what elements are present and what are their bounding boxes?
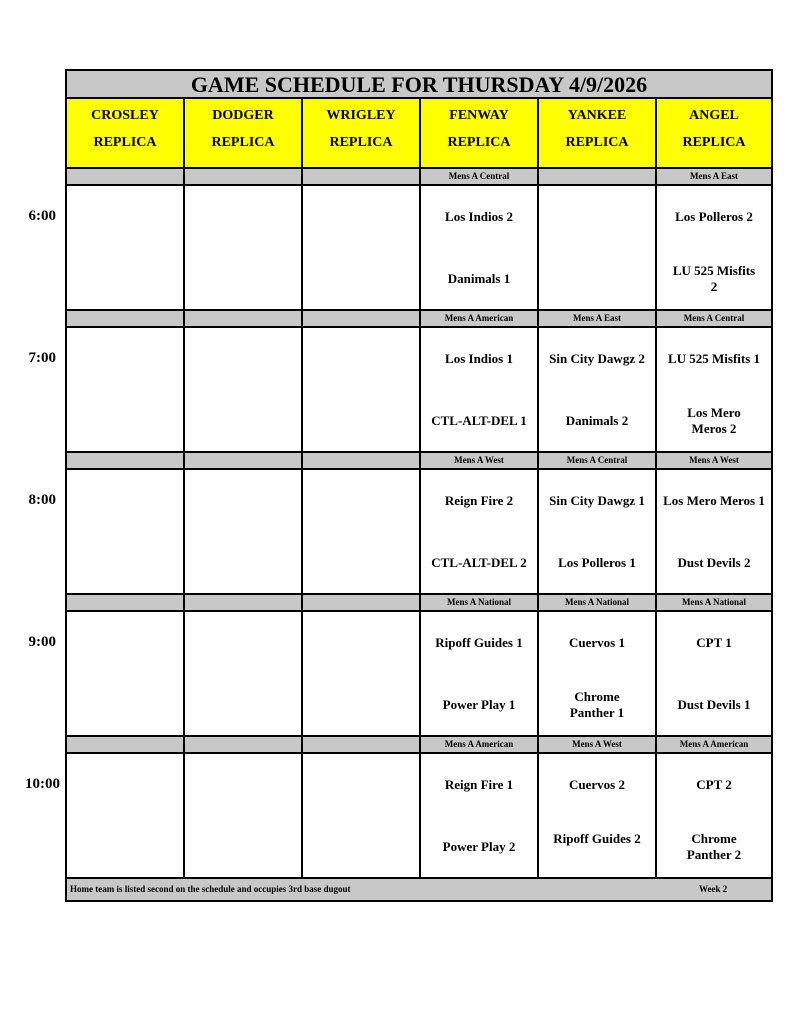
away-team: Cuervos 2: [569, 777, 625, 792]
schedule-table: [65, 69, 773, 902]
home-team: Chrome Panther 2: [686, 831, 742, 862]
home-team: Ripoff Guides 2: [553, 831, 641, 846]
home-team: CTL-ALT-DEL 2: [431, 555, 527, 570]
game-cell: [185, 754, 303, 879]
field-name: CROSLEY: [91, 108, 159, 123]
field-subtitle: REPLICA: [682, 135, 746, 150]
away-team: Los Indios 1: [445, 351, 513, 366]
field-name: ANGEL: [689, 108, 739, 123]
division-band: Mens A Central: [421, 169, 539, 186]
division-band: [303, 737, 421, 754]
division-band: Mens A National: [539, 595, 657, 612]
home-team: Chrome Panther 1: [569, 689, 625, 720]
field-header-2: [185, 99, 303, 169]
home-team: Los Polleros 1: [558, 555, 636, 570]
away-team: LU 525 Misfits 1: [667, 351, 761, 366]
game-cell: [421, 328, 539, 453]
game-cell: [421, 186, 539, 311]
away-team: CPT 2: [696, 777, 732, 792]
game-cell: [539, 754, 657, 879]
game-cell: [67, 612, 185, 737]
away-team: Los Indios 2: [445, 209, 513, 224]
division-band: [67, 169, 185, 186]
division-band: [303, 453, 421, 470]
home-team: Danimals 2: [565, 413, 629, 428]
home-team: LU 525 Misfits 2: [672, 263, 756, 294]
away-team: Los Mero Meros 1: [663, 493, 765, 508]
home-team: CTL-ALT-DEL 1: [431, 413, 527, 428]
field-header-4: [421, 99, 539, 169]
field-header-1: [67, 99, 185, 169]
division-band: [185, 453, 303, 470]
division-band: [539, 169, 657, 186]
away-team: CPT 1: [696, 635, 732, 650]
time-label: 7:00: [28, 350, 56, 366]
division-band: [303, 311, 421, 328]
page-title: GAME SCHEDULE FOR THURSDAY 4/9/2026: [67, 71, 771, 99]
division-band: Mens A National: [657, 595, 771, 612]
game-cell: [185, 186, 303, 311]
game-cell: [421, 754, 539, 879]
time-label: 8:00: [28, 492, 56, 508]
game-cell: [185, 612, 303, 737]
division-band: Mens A East: [539, 311, 657, 328]
footer-bar: [67, 879, 771, 900]
game-cell: [539, 328, 657, 453]
field-subtitle: REPLICA: [565, 135, 629, 150]
game-cell: [657, 186, 771, 311]
field-name: DODGER: [212, 108, 274, 123]
away-team: Sin City Dawgz 1: [549, 493, 645, 508]
division-band: [185, 169, 303, 186]
game-cell: [657, 328, 771, 453]
game-cell: [67, 186, 185, 311]
division-band: Mens A West: [539, 737, 657, 754]
time-label: 10:00: [25, 776, 60, 792]
home-team: Danimals 1: [447, 271, 511, 286]
time-label: 6:00: [28, 208, 56, 224]
home-team: Dust Devils 1: [677, 697, 751, 712]
away-team: Reign Fire 2: [444, 493, 514, 508]
field-subtitle: REPLICA: [447, 135, 511, 150]
division-band: [185, 595, 303, 612]
division-band: Mens A American: [421, 311, 539, 328]
field-name: YANKEE: [567, 108, 627, 123]
division-band: [185, 311, 303, 328]
away-team: Sin City Dawgz 2: [549, 351, 645, 366]
game-cell: [539, 612, 657, 737]
game-cell: [303, 186, 421, 311]
division-band: [67, 311, 185, 328]
division-band: Mens A American: [657, 737, 771, 754]
field-subtitle: REPLICA: [329, 135, 393, 150]
division-band: [67, 453, 185, 470]
division-band: Mens A National: [421, 595, 539, 612]
game-cell: [303, 754, 421, 879]
division-band: [303, 595, 421, 612]
division-band: Mens A Central: [657, 311, 771, 328]
away-team: Reign Fire 1: [444, 777, 514, 792]
game-cell: [657, 470, 771, 595]
field-header-3: [303, 99, 421, 169]
game-cell: [67, 754, 185, 879]
game-cell: [303, 470, 421, 595]
game-cell: [421, 612, 539, 737]
home-team: Dust Devils 2: [677, 555, 751, 570]
game-cell: [539, 470, 657, 595]
division-band: [67, 595, 185, 612]
game-cell: [185, 328, 303, 453]
game-cell: [657, 612, 771, 737]
division-band: [303, 169, 421, 186]
division-band: Mens A East: [657, 169, 771, 186]
division-band: Mens A West: [657, 453, 771, 470]
field-subtitle: REPLICA: [211, 135, 275, 150]
division-band: [67, 737, 185, 754]
division-band: Mens A West: [421, 453, 539, 470]
field-header-6: [657, 99, 771, 169]
game-cell: [67, 470, 185, 595]
field-name: WRIGLEY: [326, 108, 396, 123]
game-cell: [657, 754, 771, 879]
game-cell: [421, 470, 539, 595]
game-cell: [185, 470, 303, 595]
game-cell: [67, 328, 185, 453]
field-subtitle: REPLICA: [93, 135, 157, 150]
division-band: Mens A American: [421, 737, 539, 754]
home-team: Power Play 2: [442, 839, 516, 854]
week-label: Week 2: [699, 884, 728, 894]
away-team: Los Polleros 2: [675, 209, 753, 224]
field-name: FENWAY: [449, 108, 509, 123]
away-team: Ripoff Guides 1: [435, 635, 523, 650]
home-team: Power Play 1: [442, 697, 516, 712]
away-team: Cuervos 1: [569, 635, 625, 650]
division-band: Mens A Central: [539, 453, 657, 470]
game-cell: [303, 612, 421, 737]
footer-note: Home team is listed second on the schedule and occupies 3rd base dugout: [70, 884, 351, 894]
field-header-5: [539, 99, 657, 169]
home-team: Los Mero Meros 2: [687, 405, 741, 436]
time-label: 9:00: [28, 634, 56, 650]
game-cell: [303, 328, 421, 453]
game-cell: [539, 186, 657, 311]
division-band: [185, 737, 303, 754]
